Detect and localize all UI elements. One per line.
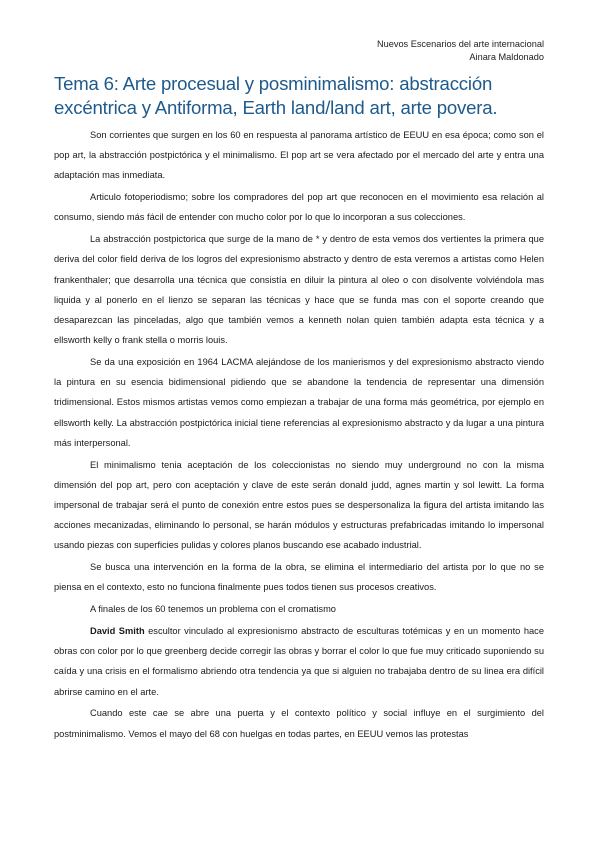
paragraph: Cuando este cae se abre una puerta y el contexto político y social influye en el surgimiento del postminimalismo. Vemos el mayo del 68 con huelgas en todas partes, en EEUU vemos las protestas <box>54 708 544 739</box>
author-name: Ainara Maldonado <box>469 52 544 62</box>
paragraph: David Smith escultor vinculado al expresionismo abstracto de esculturas totémicas y en un momento hace obras con color por lo que greenberg decide corregir las obras y borrar el color lo que fue muy criticado suponiendo su caída y una crisis en el formalismo abriendo otra tendencia ya que si alguien no trabajaba dentro de su linea era difícil abrirse camino en el arte. <box>54 626 544 697</box>
document-title: Tema 6: Arte procesual y posminimalismo: abstracción excéntrica y Antiforma, Earth land/land art, arte povera. <box>54 73 498 118</box>
page-header <box>377 38 544 64</box>
paragraph: Son corrientes que surgen en los 60 en respuesta al panorama artístico de EEUU en esa época; como son el pop art, la abstracción postpictórica y el minimalismo. El pop art se vera afectado por el mercado del arte y entra una adaptación mas inmediata. <box>54 130 544 181</box>
document-body <box>54 125 544 745</box>
course-title: Nuevos Escenarios del arte internacional <box>377 39 544 49</box>
paragraph: A finales de los 60 tenemos un problema con el cromatismo <box>90 604 336 615</box>
paragraph: Se busca una intervención en la forma de la obra, se elimina el intermediario del artista por lo que no se piensa en el contexto, esto no funciona finalmente pues todos tienen sus procesos creativos. <box>54 562 544 593</box>
paragraph: Se da una exposición en 1964 LACMA alejándose de los manierismos y del expresionismo abstracto viendo la pintura en su esencia bidimensional pidiendo que se abandone la tendencia de representar una dimensión tridimensional. Estos mismos artistas vemos como empiezan a trabajar de una forma más geométrica, por ejemplo en ellsworth kelly. La abstracción postpictórica inicial tiene referencias al expresionismo abstracto y da lugar a una pintura más interpersonal. <box>54 357 544 448</box>
paragraph: El minimalismo tenia aceptación de los coleccionistas no siendo muy underground no con la misma dimensión del pop art, pero con aceptación y clave de este serán donald judd, agnes martin y sol lewitt. La forma impersonal de trabajar será el punto de conexión entre estos pues se despersonaliza la figura del artista imitando las acciones mecanizadas, eliminando lo personal, se harán módulos y estructuras prefabricadas imitando lo impersonal usando piezas con superficies pulidas y colores planos buscando ese acabado industrial. <box>54 459 544 551</box>
bold-name: David Smith <box>90 626 145 637</box>
paragraph: Articulo fotoperiodismo; sobre los compradores del pop art que reconocen en el movimiento esa relación al consumo, siendo más fácil de entender con mucho color por lo que lo incorporan a sus colecciones. <box>54 192 544 223</box>
paragraph: La abstracción postpictorica que surge de la mano de * y dentro de esta vemos dos vertientes la primera que deriva del color field deriva de los logros del expresionismo abstracto y dentro de esta veremos a artistas como Helen frankenthaler; que desarrolla una técnica que consistía en diluir la pintura al oleo o con disolvente volviéndola mas liquida y al ponerlo en el lienzo se separan las técnicas y hace que se funda mas con el soporte creando que desaparezcan las pinceladas, algo que también vemos a kenneth nolan quien también adapta esta técnica y a ellsworth kelly o frank stella o morris louis. <box>54 234 544 346</box>
